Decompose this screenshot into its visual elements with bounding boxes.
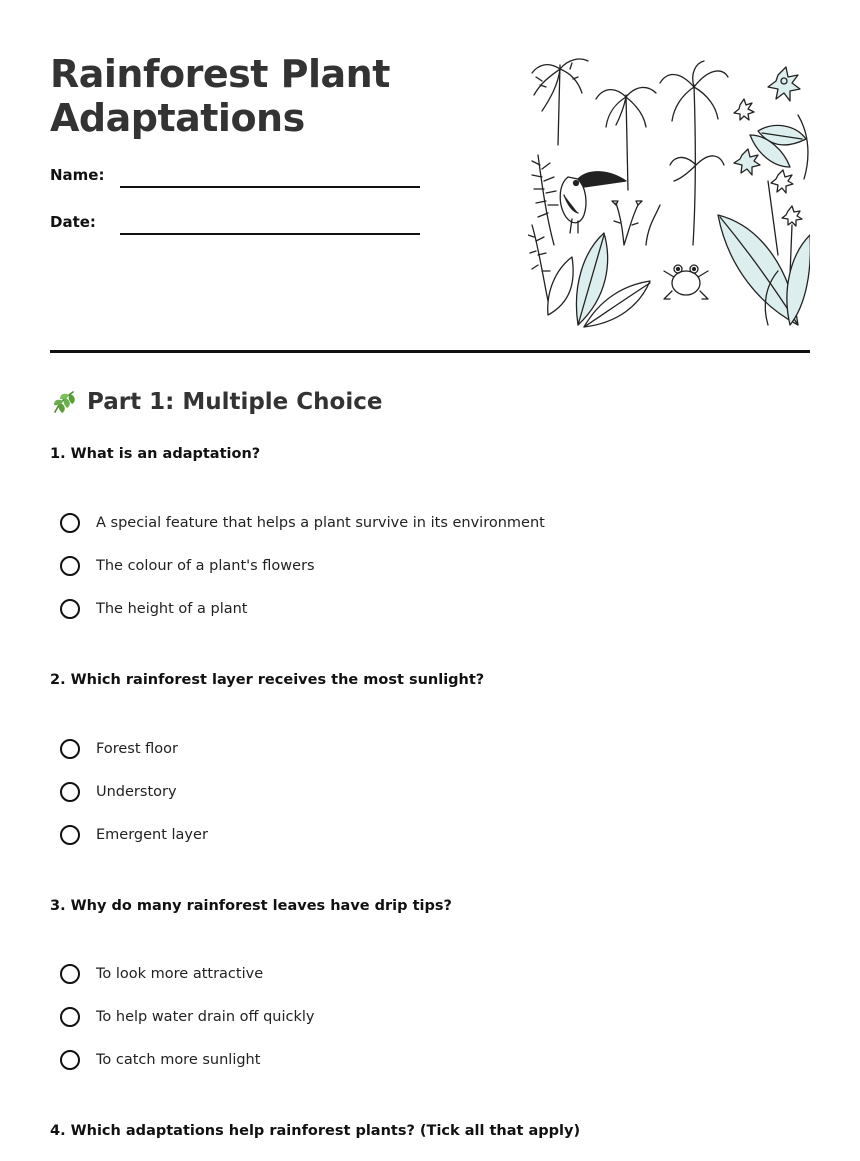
q3-option-1[interactable] [60, 961, 263, 987]
rainforest-illustration [528, 55, 810, 331]
large-leaves-bottom-left [548, 233, 650, 327]
q2-option-1[interactable] [60, 736, 178, 762]
option-label: A special feature that helps a plant survive in its environment [96, 515, 545, 531]
header-divider [50, 350, 810, 353]
palm-tree-tall [660, 61, 728, 245]
leaf-icon [50, 388, 78, 416]
option-label: Forest floor [96, 741, 178, 757]
name-blank-line[interactable] [120, 186, 420, 188]
radio-button[interactable] [60, 964, 80, 984]
question-4: 4. Which adaptations help rainforest plants? (Tick all that apply) [50, 1123, 581, 1139]
date-blank-line[interactable] [120, 233, 420, 235]
title-line-2: Adaptations [50, 96, 305, 140]
title-line-1: Rainforest Plant [50, 52, 390, 96]
date-label: Date: [50, 213, 96, 231]
page-title [50, 52, 490, 140]
q1-option-2[interactable] [60, 553, 315, 579]
q1-option-1[interactable] [60, 510, 545, 536]
q2-option-2[interactable] [60, 779, 177, 805]
q3-option-3[interactable] [60, 1047, 260, 1073]
q1-option-3[interactable] [60, 596, 247, 622]
question-1: 1. What is an adaptation? [50, 446, 261, 462]
section-heading-text: Part 1: Multiple Choice [87, 389, 383, 415]
option-label: Emergent layer [96, 827, 208, 843]
name-field [50, 166, 430, 190]
flower-cluster-top [734, 67, 806, 145]
q2-option-3[interactable] [60, 822, 208, 848]
radio-button[interactable] [60, 739, 80, 759]
palm-tree-left [532, 59, 588, 145]
radio-button[interactable] [60, 1007, 80, 1027]
question-2: 2. Which rainforest layer receives the most sunlight? [50, 672, 485, 688]
q3-option-2[interactable] [60, 1004, 315, 1030]
radio-button[interactable] [60, 556, 80, 576]
name-label: Name: [50, 166, 105, 184]
option-label: To help water drain off quickly [96, 1009, 315, 1025]
date-field [50, 213, 430, 237]
option-label: Understory [96, 784, 177, 800]
option-label: To look more attractive [96, 966, 264, 982]
frog [664, 265, 708, 299]
radio-button[interactable] [60, 1050, 80, 1070]
option-label: To catch more sunlight [96, 1052, 261, 1068]
radio-button[interactable] [60, 825, 80, 845]
radio-button[interactable] [60, 782, 80, 802]
option-label: The height of a plant [96, 601, 248, 617]
question-3: 3. Why do many rainforest leaves have drip tips? [50, 898, 452, 914]
section-heading-part-1 [50, 388, 382, 416]
fern-leaves-left [528, 155, 558, 301]
radio-button[interactable] [60, 599, 80, 619]
radio-button[interactable] [60, 513, 80, 533]
option-label: The colour of a plant's flowers [96, 558, 315, 574]
small-plants-middle [612, 201, 660, 245]
